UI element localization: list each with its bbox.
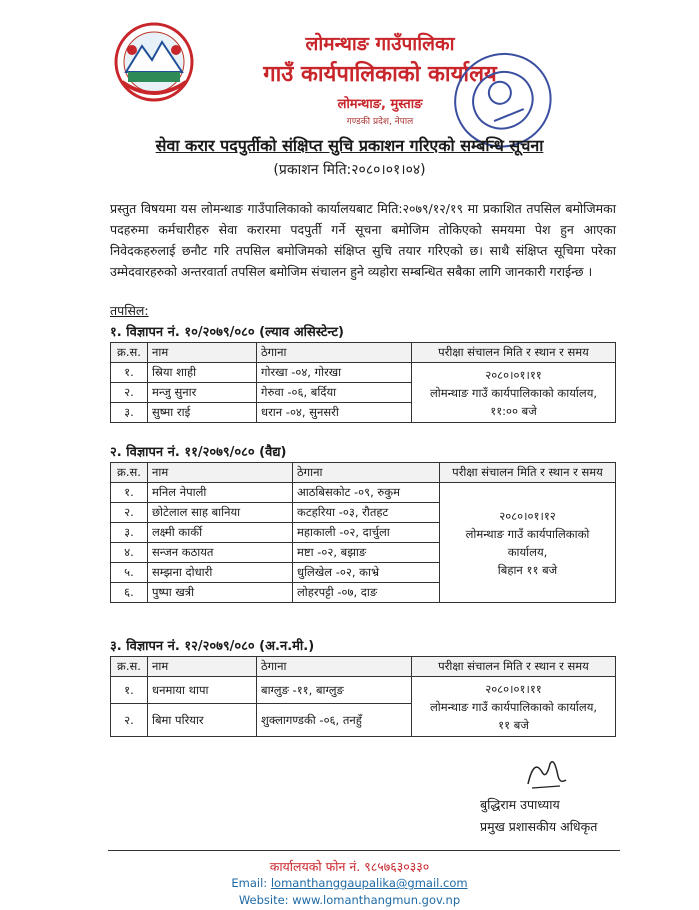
province-line: गण्डकी प्रदेश, नेपाल — [346, 117, 414, 127]
row-sn: २. — [111, 704, 148, 737]
ad-2-table — [110, 462, 616, 603]
ad-1-title: १. विज्ञापन नं. १०/२०७९/०८० (ल्याव असिस्टेन्ट) — [110, 325, 345, 340]
table-row — [111, 363, 616, 383]
exam-venue: लोमन्थाङ गाउँ कार्यपालिकाको कार्यालय, — [429, 699, 598, 714]
row-address: आठबिसकोट -०९, रुकुम — [293, 483, 440, 503]
municipality-name: लोमन्थाङ गाउँपालिका — [305, 33, 455, 55]
ad-2-title: २. विज्ञापन नं. ११/२०७९/०८० (वैद्य) — [110, 445, 287, 460]
row-sn: २. — [111, 503, 148, 523]
exam-date: २०८०।०१।११ — [485, 681, 542, 696]
row-address: महाकाली -०२, दार्चुला — [293, 523, 440, 543]
exam-date: २०८०।०१।११ — [485, 367, 542, 382]
exam-time: बिहान ११ बजे — [497, 562, 558, 577]
signature-mark-icon — [520, 754, 570, 794]
row-address: धुलिखेल -०२, काभ्रे — [293, 563, 440, 583]
row-name: सुष्मा राई — [148, 403, 257, 423]
col-sn: क्र.स. — [111, 463, 148, 483]
col-address: ठेगाना — [257, 343, 412, 363]
row-sn: ६. — [111, 583, 148, 603]
exam-venue: लोमन्थाङ गाउँ कार्यपालिकाको कार्यालय, — [429, 385, 598, 400]
publication-date: (प्रकाशन मिति:२०८०।०१।०४) — [273, 162, 426, 178]
col-address: ठेगाना — [293, 463, 440, 483]
table-header-row — [111, 463, 616, 483]
row-address: मष्टा -०२, बझाङ — [293, 543, 440, 563]
footer-email — [0, 876, 699, 890]
row-name: पुष्पा खत्री — [148, 583, 293, 603]
office-location: लोमन्थाङ, मुस्ताङ — [337, 97, 423, 112]
row-name: बिमा परियार — [148, 704, 257, 737]
row-sn: १. — [111, 677, 148, 704]
ad-1-table — [110, 342, 616, 423]
row-sn: २. — [111, 383, 148, 403]
row-address: गेरुवा -०६, बर्दिया — [257, 383, 412, 403]
row-sn: ४. — [111, 543, 148, 563]
footer-phone: कार्यालयको फोन नं. ९८५७६३०३३० — [269, 859, 430, 874]
row-address: लोहरपट्टी -०७, दाङ — [293, 583, 440, 603]
schedule-label: तपसिल: — [110, 303, 149, 318]
col-name: नाम — [148, 657, 257, 677]
col-sn: क्र.स. — [111, 657, 148, 677]
row-name: मन्जु सुनार — [148, 383, 257, 403]
row-address: धरान -०४, सुनसरी — [257, 403, 412, 423]
col-name: नाम — [148, 343, 257, 363]
notice-body: प्रस्तुत विषयमा यस लोमन्थाङ गाउँपालिकाको कार्यालयबाट मिति:२०७९/१२/१९ मा प्रकाशित तपसिल बमोजिमका पदहरुमा कर्मचारीहरु सेवा करारमा पदपुर्ती गर्ने सूचना बमोजिम तोकिएको समयमा पेश हुन आएका निवेदकहरुलाई छनौट गरि तपसिल बमोजिमको संक्षिप्त सुचि तयार गरिएको छ। साथै संक्षिप्त सूचिमा परेका उम्मेदवारहरुको अन्तरवार्ता तपसिल बमोजिम संचालन हुने व्यहोरा सम्बन्धित सबैका लागि जानकारी गराईन्छ । — [110, 201, 616, 279]
row-name: स्रिया शाही — [148, 363, 257, 383]
row-name: सम्झना दोधारी — [148, 563, 293, 583]
row-name: लक्ष्मी कार्की — [148, 523, 293, 543]
exam-schedule-cell — [440, 483, 616, 603]
col-sn: क्र.स. — [111, 343, 148, 363]
table-header-row — [111, 657, 616, 677]
exam-schedule-cell — [412, 677, 616, 737]
row-name: मनिल नेपाली — [148, 483, 293, 503]
row-sn: १. — [111, 363, 148, 383]
email-link[interactable]: lomanthanggaupalika@gmail.com — [270, 876, 468, 890]
footer-website[interactable]: Website: www.lomanthangmun.gov.np — [238, 893, 461, 907]
table-row — [111, 677, 616, 704]
row-address: गोरखा -०४, गोरखा — [257, 363, 412, 383]
row-address: शुक्लागण्डकी -०६, तनहुँ — [257, 704, 412, 737]
row-sn: ५. — [111, 563, 148, 583]
col-schedule: परीक्षा संचालन मिति र स्थान र समय — [412, 343, 616, 363]
email-label: Email: — [231, 876, 268, 890]
row-name: छोटेलाल साह बानिया — [148, 503, 293, 523]
col-schedule: परीक्षा संचालन मिति र स्थान र समय — [412, 657, 616, 677]
ad-3-title: ३. विज्ञापन नं. १२/२०७९/०८० (अ.न.मी.) — [110, 639, 315, 654]
col-address: ठेगाना — [257, 657, 412, 677]
notice-title: सेवा करार पदपुर्तीको संक्षिप्त सुचि प्रकाशन गरिएको सम्बन्धि सूचना — [155, 136, 544, 155]
exam-time: ११ बजे — [498, 717, 529, 732]
ad-3-table — [110, 656, 616, 737]
row-name: सन्जन कठायत — [148, 543, 293, 563]
row-sn: १. — [111, 483, 148, 503]
row-address: कटहरिया -०३, रौतहट — [293, 503, 440, 523]
col-schedule: परीक्षा संचालन मिति र स्थान र समय — [440, 463, 616, 483]
table-row — [111, 483, 616, 503]
nepal-emblem-icon — [112, 20, 196, 104]
signer-designation: प्रमुख प्रशासकीय अधिकृत — [480, 819, 598, 834]
row-sn: ३. — [111, 523, 148, 543]
row-name: धनमाया थापा — [148, 677, 257, 704]
table-header-row — [111, 343, 616, 363]
exam-date: २०८०।०१।१२ — [499, 508, 556, 523]
row-sn: ३. — [111, 403, 148, 423]
exam-venue: लोमन्थाङ गाउँ कार्यपालिकाको कार्यालय, — [465, 526, 590, 559]
office-name: गाउँ कार्यपालिकाको कार्यालय — [263, 62, 497, 87]
exam-schedule-cell — [412, 363, 616, 423]
signer-name: बुद्धिराम उपाध्याय — [480, 797, 560, 812]
exam-time: ११:०० बजे — [490, 403, 537, 418]
col-name: नाम — [148, 463, 293, 483]
footer-divider — [108, 850, 620, 851]
row-address: बाग्लुङ -११, बाग्लुङ — [257, 677, 412, 704]
